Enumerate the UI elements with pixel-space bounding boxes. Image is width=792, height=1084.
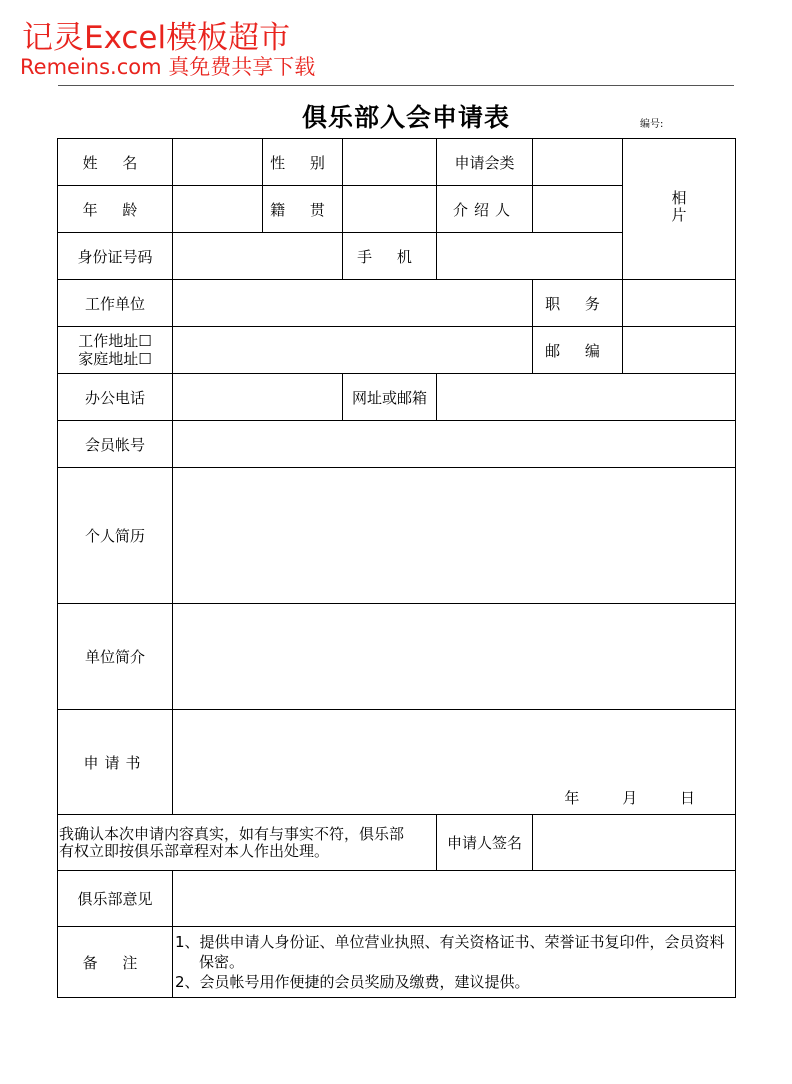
native-place-input[interactable] <box>343 186 437 233</box>
club-opinion-input[interactable] <box>173 871 736 927</box>
label-postcode: 邮 编 <box>533 327 623 374</box>
member-type-input[interactable] <box>533 139 623 186</box>
header-divider <box>58 85 734 86</box>
date-year-label: 年 <box>564 789 580 807</box>
resume-input[interactable] <box>173 468 736 604</box>
website-email-input[interactable] <box>437 374 736 421</box>
gender-input[interactable] <box>343 139 437 186</box>
label-member-type: 申请会类 <box>437 139 533 186</box>
form-title: 俱乐部入会申请表 <box>301 103 510 132</box>
label-mobile: 手 机 <box>343 233 437 280</box>
label-club-opinion: 俱乐部意见 <box>58 871 173 927</box>
label-gender: 性 别 <box>263 139 343 186</box>
referrer-input[interactable] <box>533 186 623 233</box>
label-remarks: 备 注 <box>58 927 173 998</box>
label-website-email: 网址或邮箱 <box>343 374 437 421</box>
serial-number-label: 编号: <box>640 119 664 130</box>
application-date <box>526 787 695 808</box>
label-work-unit: 工作单位 <box>58 280 173 327</box>
mobile-input[interactable] <box>437 233 623 280</box>
id-number-input[interactable] <box>173 233 343 280</box>
member-account-input[interactable] <box>173 421 736 468</box>
label-office-phone: 办公电话 <box>58 374 173 421</box>
postcode-input[interactable] <box>623 327 736 374</box>
applicant-signature-input[interactable] <box>533 815 736 871</box>
unit-intro-input[interactable] <box>173 604 736 710</box>
label-unit-intro: 单位简介 <box>58 604 173 710</box>
label-native-place: 籍 贯 <box>263 186 343 233</box>
position-input[interactable] <box>623 280 736 327</box>
label-member-account: 会员帐号 <box>58 421 173 468</box>
date-month-label: 月 <box>622 789 638 807</box>
work-unit-input[interactable] <box>173 280 533 327</box>
note-item: 1、提供申请人身份证、单位营业执照、有关资格证书、荣誉证书复印件，会员资料保密。 <box>175 933 725 971</box>
label-resume: 个人简历 <box>58 468 173 604</box>
label-application: 申请书 <box>58 710 173 815</box>
application-form-table <box>57 138 736 998</box>
name-input[interactable] <box>173 139 263 186</box>
label-name: 姓 名 <box>58 139 173 186</box>
note-item: 2、会员帐号用作便捷的会员奖励及缴费，建议提供。 <box>175 973 530 991</box>
declaration-text: 我确认本次申请内容真实，如有与事实不符，俱乐部 有权立即按俱乐部章程对本人作出处理。 <box>58 815 437 871</box>
work-address-option[interactable]: 工作地址☐ <box>78 332 152 350</box>
brand-title: 记灵Excel模板超市 <box>22 20 291 56</box>
address-input[interactable] <box>173 327 533 374</box>
label-position: 职 务 <box>533 280 623 327</box>
application-input[interactable] <box>173 710 736 815</box>
age-input[interactable] <box>173 186 263 233</box>
label-age: 年 龄 <box>58 186 173 233</box>
remarks-notes <box>173 927 736 998</box>
date-day-label: 日 <box>679 789 695 807</box>
label-photo: 相片 <box>669 190 688 224</box>
label-applicant-signature: 申请人签名 <box>437 815 533 871</box>
brand-subtitle: Remeins.com 真免费共享下载 <box>20 55 316 79</box>
label-address <box>58 327 173 374</box>
label-id-number: 身份证号码 <box>58 233 173 280</box>
label-referrer: 介绍人 <box>437 186 533 233</box>
photo-box[interactable] <box>623 139 736 280</box>
office-phone-input[interactable] <box>173 374 343 421</box>
home-address-option[interactable]: 家庭地址☐ <box>78 350 152 368</box>
